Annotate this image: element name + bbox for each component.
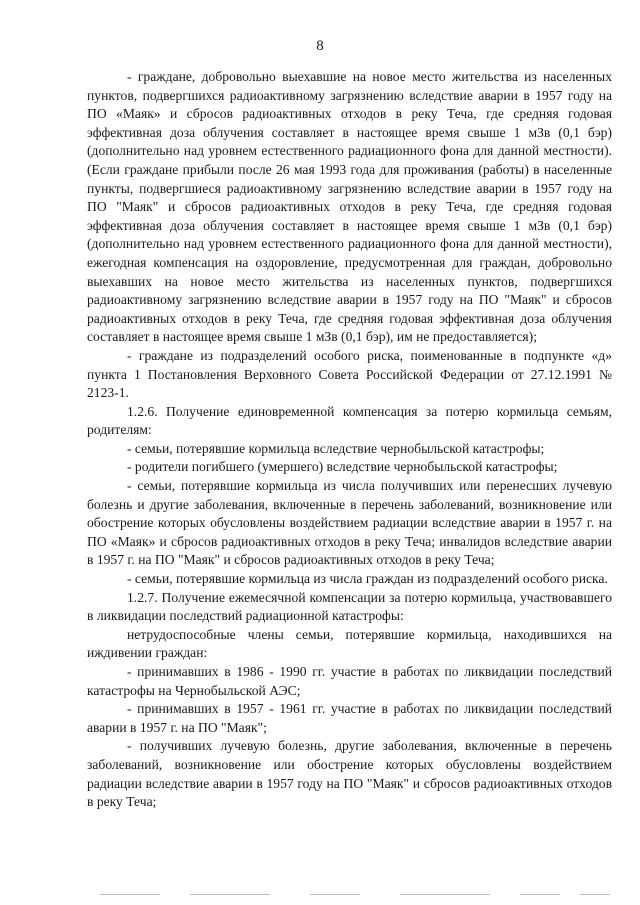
list-item: - получивших лучевую болезнь, другие заболевания, включенные в перечень заболеваний, возникновение или обострение которых обусловлены воздействием радиации вследствие аварии в 1957 году на ПО "Маяк" и сбросов радиоактивных отходов в реку Теча; [87,738,612,810]
document-body [87,68,612,812]
list-item: - родители погибшего (умершего) вследствие чернобыльской катастрофы; [127,459,558,475]
paragraph-residents-voluntary-relocation: - граждане, добровольно выехавшие на новое место жительства из населенных пунктов, подвергшихся радиоактивному загрязнению вследствие аварии в 1957 году на ПО «Маяк» и сбросов радиоактивных отходов в реку Теча, где средняя годовая эффективная доза облучения составляет в настоящее время свыше 1 мЗв (0,1 бэр) (дополнительно над уровнем естественного радиационного фона для данной местности). (Если граждане прибыли после 26 мая 1993 года для проживания (работы) в населенные пункты, подвергшиеся радиоактивному загрязнению вследствие аварии в 1957 году на ПО "Маяк" и сбросов радиоактивных отходов в реку Теча, где средняя годовая эффективная доза облучения составляет в настоящее время свыше 1 мЗв (0,1 бэр) (дополнительно над уровнем естественного радиационного фона для данной местности), ежегодная компенсация на оздоровление, предусмотренная для граждан, добровольно выехавших на новое место жительства из населенных пунктов, подвергшихся радиоактивному загрязнению вследствие аварии в 1957 году на ПО "Маяк" и сбросов радиоактивных отходов в реку Теча, где средняя годовая эффективная доза облучения составляет в настоящее время свыше 1 мЗв (0,1 бэр), им не предоставляется); [87,69,612,345]
list-item: - семьи, потерявшие кормильца вследствие чернобыльской катастрофы; [127,440,545,456]
paragraph-dependents: нетрудоспособные члены семьи, потерявшие кормильца, находившихся на иждивении граждан: [87,626,612,661]
scan-artifact-lines [100,894,620,897]
section-heading-1-2-6: 1.2.6. Получение единовременной компенсация за потерю кормильца семьям, родителям: [87,403,612,438]
list-item: - семьи, потерявшие кормильца из числа получивших или перенесших лучевую болезнь и другие заболевания, включенные в перечень заболеваний, возникновение или обострение которых обусловлены воздействием радиации вследствие аварии в 1957 г. на ПО «Маяк» и сбросов радиоактивных отходов в реку Теча; инвалидов вследствие аварии в 1957 г. на ПО "Маяк" и сбросов радиоактивных отходов в реку Теча; [87,478,612,568]
list-item: - принимавших в 1957 - 1961 гг. участие в работах по ликвидации последствий аварии в 1957 г. на ПО "Маяк"; [87,701,612,735]
list-item: - семьи, потерявшие кормильца из числа граждан из подразделений особого риска. [127,571,608,587]
list-item: - принимавших в 1986 - 1990 гг. участие в работах по ликвидации последствий катастрофы на Чернобыльской АЭС; [87,664,612,698]
page-number: 8 [316,38,324,54]
paragraph-special-risk-units: - граждане из подразделений особого риска, поименованные в подпункте «д» пункта 1 Постановления Верховного Совета Российской Федерации от 27.12.1991 № 2123-1. [87,347,612,401]
section-heading-1-2-7: 1.2.7. Получение ежемесячной компенсации за потерю кормильца, участвовавшего в ликвидации последствий радиационной катастрофы: [87,589,612,624]
